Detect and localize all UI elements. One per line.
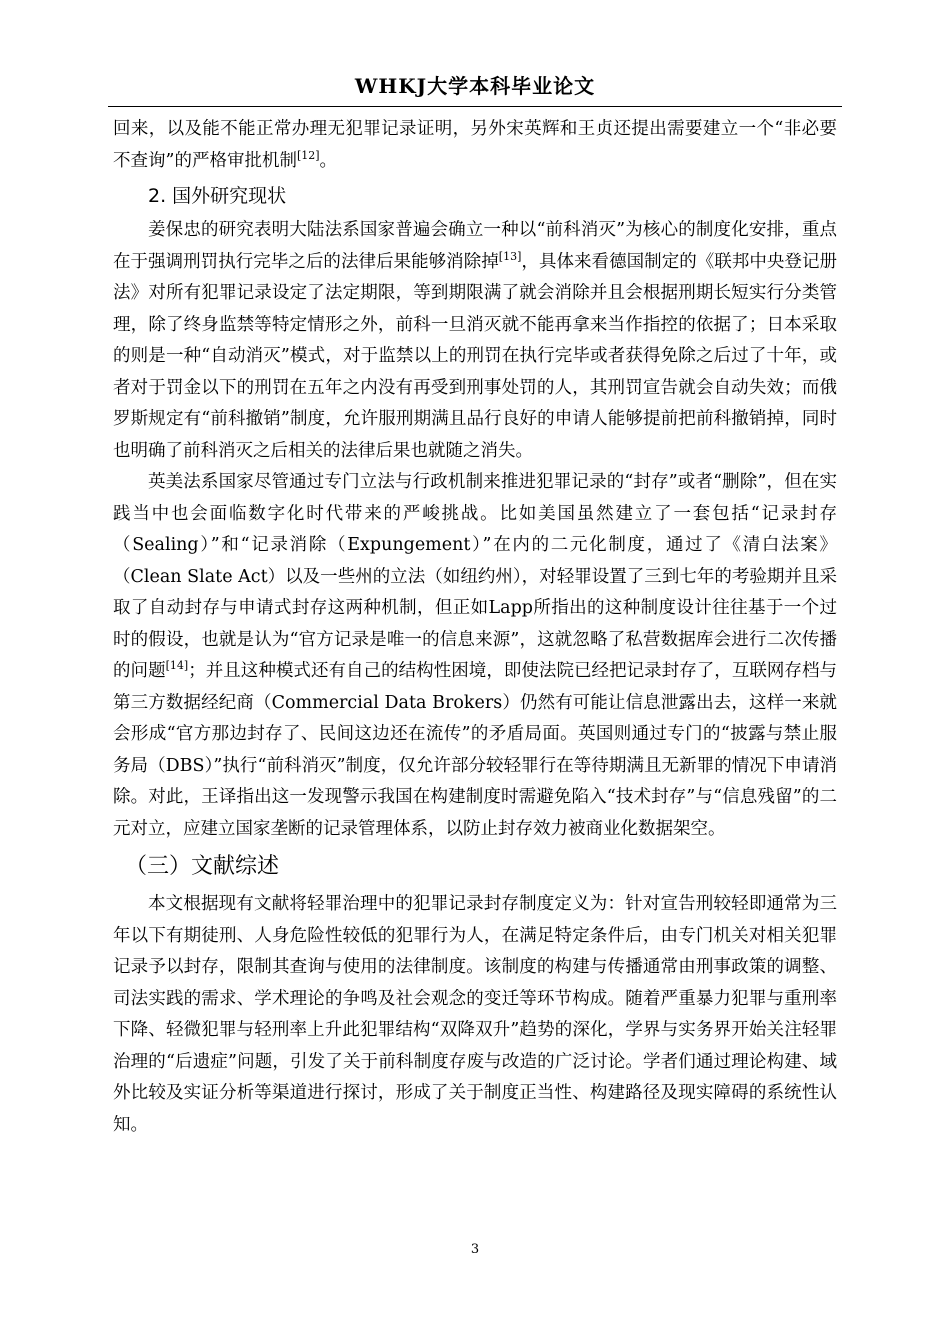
paragraph-continuation xyxy=(113,114,837,177)
paragraph-text: 回来，以及能不能正常办理无犯罪记录证明，另外宋英辉和王贞还提出需要建立一个“非必要不查询”的严格审批机制 xyxy=(113,119,837,171)
subsection-heading-foreign-research: 2. 国外研究现状 xyxy=(148,185,287,207)
citation-13: [13] xyxy=(498,249,522,263)
page-number: 3 xyxy=(470,1242,480,1257)
header-rule xyxy=(108,106,842,107)
running-header: WHKJ大学本科毕业论文 xyxy=(354,74,596,98)
paragraph-literature-review: 本文根据现有文献将轻罪治理中的犯罪记录封存制度定义为：针对宣告刑较轻即通常为三年以下有期徒刑、人身危险性较低的犯罪行为人，在满足特定条件后，由专门机关对相关犯罪记录予以封存，限制其查询与使用的法律制度。该制度的构建与传播通常由刑事政策的调整、司法实践的需求、学术理论的争鸣及社会观念的变迁等环节构成。随着严重暴力犯罪与重刑率下降、轻微犯罪与轻刑率上升此犯罪结构“双降双升”趋势的深化，学界与实务界开始关注轻罪治理的“后遗症”问题，引发了关于前科制度存废与改造的广泛讨论。学者们通过理论构建、域外比较及实证分析等渠道进行探讨，形成了关于制度正当性、构建路径及现实障碍的系统性认知。 xyxy=(113,894,837,1135)
citation-12: [12] xyxy=(296,148,320,162)
paragraph-text: 英美法系国家尽管通过专门立法与行政机制来推进犯罪记录的“封存”或者“删除”，但在实践当中也会面临数字化时代带来的严峻挑战。比如美国虽然建立了一套包括“记录封存（Sealing）”和“记录消除（Expungement）”在内的二元化制度，通过了《清白法案》（Clean Slate Act）以及一些州的立法（如纽约州），对轻罪设置了三到七年的考验期并且采取了自动封存与申请式封存这两种机制，但正如Lapp所指出的这种制度设计往往基于一个过时的假设，也就是认为“官方记录是唯一的信息来源”，这就忽略了私营数据库会进行二次传播的问题 xyxy=(113,472,837,681)
paragraph-civil-law xyxy=(113,215,837,467)
paragraph-common-law xyxy=(113,467,837,845)
paragraph-text: ，具体来看德国制定的《联邦中央登记册法》对所有犯罪记录设定了法定期限，等到期限满了就会消除并且会根据刑期长短实行分类管理，除了终身监禁等特定情形之外，前科一旦消灭就不能再拿来当作指控的依据了；日本采取的则是一种“自动消灭”模式，对于监禁以上的刑罚在执行完毕或者获得免除之后过了十年，或者对于罚金以下的刑罚在五年之内没有再受到刑事处罚的人，其刑罚宣告就会自动失效；而俄罗斯规定有“前科撤销”制度，允许服刑期满且品行良好的申请人能够提前把前科撤销掉，同时也明确了前科消灭之后相关的法律后果也就随之消失。 xyxy=(113,251,838,461)
paragraph-tail: 。 xyxy=(319,150,338,171)
paragraph-text: ；并且这种模式还有自己的结构性困境，即使法院已经把记录封存了，互联网存档与第三方数据经纪商（Commercial Data Brokers）仍然有可能让信息泄露出去，这样一来就会形成“官方那边封存了、民间这边还在流传”的矛盾局面。英国则通过专门的“披露与禁止服务局（DBS）”执行“前科消灭”制度，仅允许部分较轻罪行在等待期满且无新罪的情况下申请消除。对此，王译指出这一发现警示我国在构建制度时需避免陷入“技术封存”与“信息残留”的二元对立，应建立国家垄断的记录管理体系，以防止封存效力被商业化数据架空。 xyxy=(113,661,837,839)
citation-14: [14] xyxy=(165,659,189,673)
section-heading-literature-review: （三）文献综述 xyxy=(125,854,280,879)
paragraph-text: 姜保忠的研究表明大陆法系国家普遍会确立一种以“前科消灭”为核心的制度化安排，重点在于强调刑罚执行完毕之后的法律后果能够消除掉 xyxy=(113,220,837,272)
page-body xyxy=(113,114,837,1141)
